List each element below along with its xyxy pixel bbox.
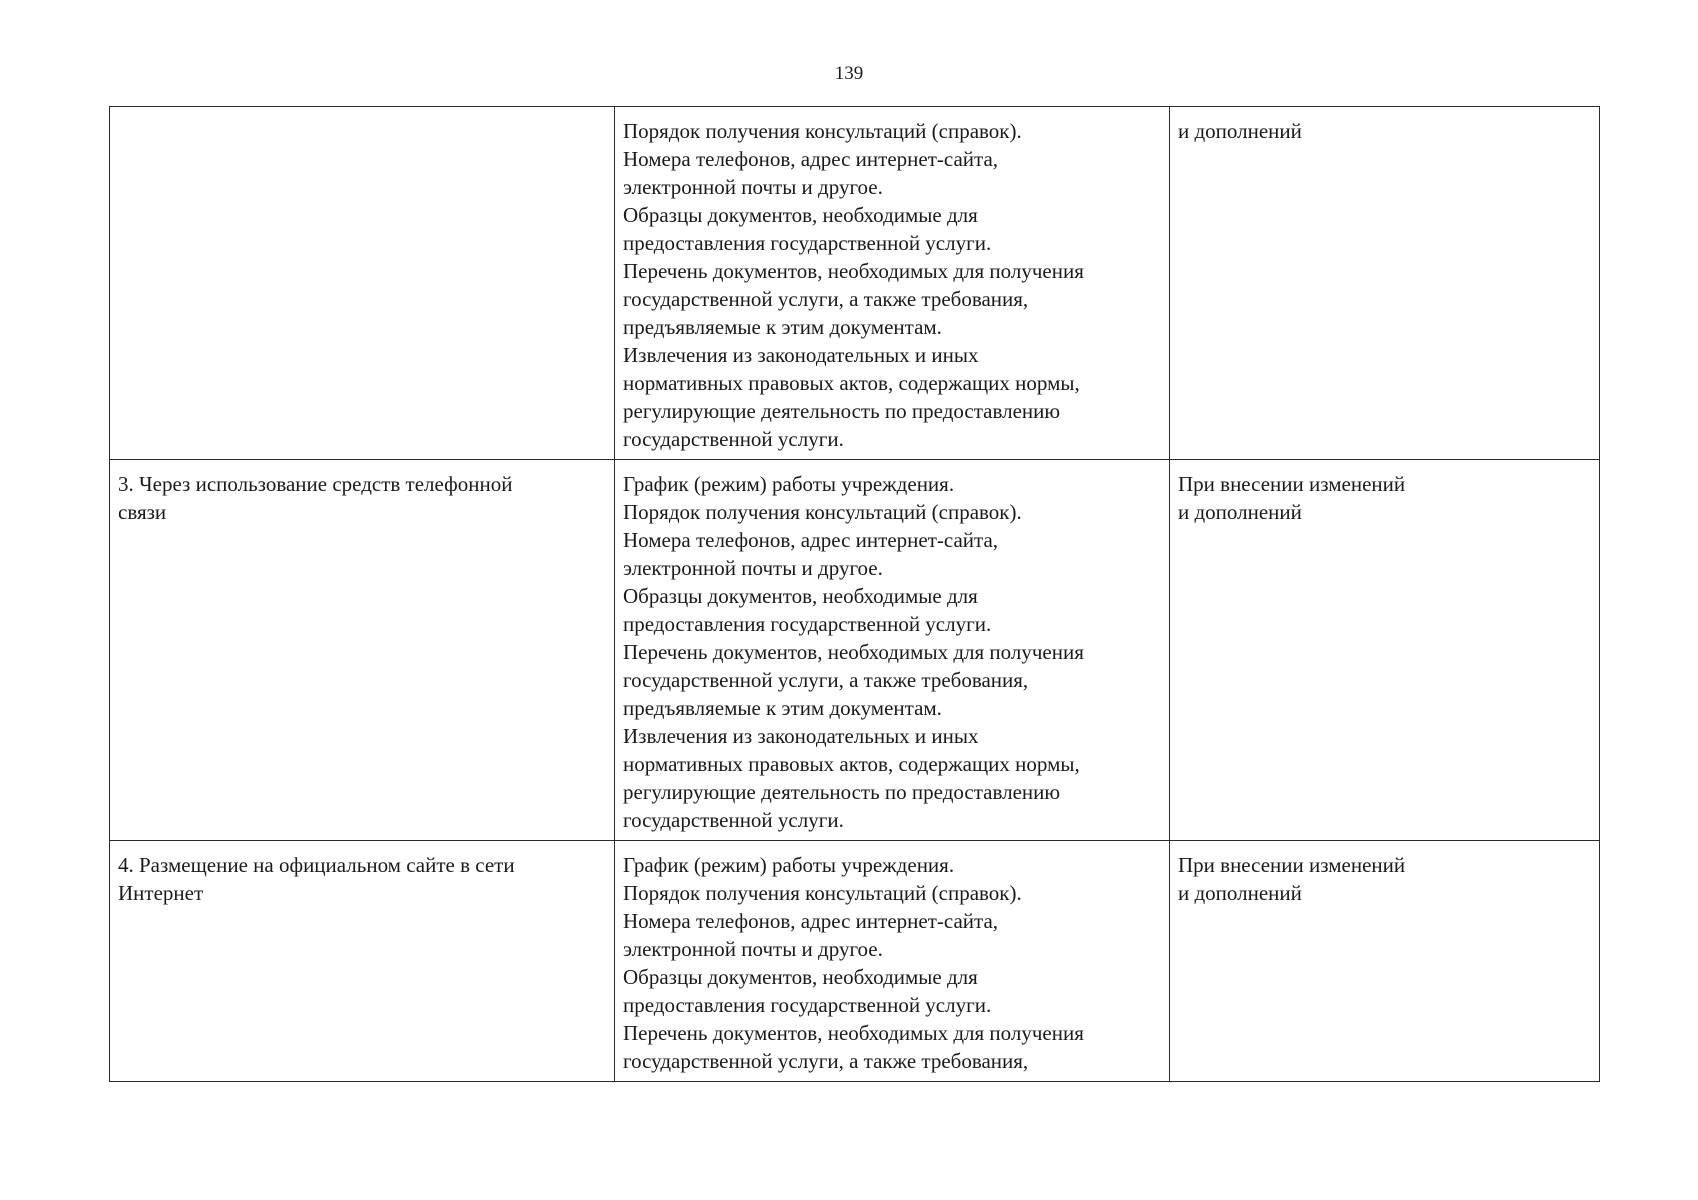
method-cell bbox=[110, 107, 615, 460]
table-row bbox=[110, 841, 1600, 1082]
info-table bbox=[109, 106, 1600, 1082]
frequency-cell: При внесении изменений и дополнений bbox=[1170, 841, 1600, 1082]
frequency-cell: При внесении изменений и дополнений bbox=[1170, 460, 1600, 841]
content-cell: График (режим) работы учреждения. Порядок получения консультаций (справок). Номера телефонов, адрес интернет-сайта, электронной почты и другое. Образцы документов, необходимые для предоставления государственной услуги. Перечень документов, необходимых для получения государственной услуги, а также требования, bbox=[615, 841, 1170, 1082]
content-cell: График (режим) работы учреждения. Порядок получения консультаций (справок). Номера телефонов, адрес интернет-сайта, электронной почты и другое. Образцы документов, необходимые для предоставления государственной услуги. Перечень документов, необходимых для получения государственной услуги, а также требования, предъявляемые к этим документам. Извлечения из законодательных и иных нормативных правовых актов, содержащих нормы, регулирующие деятельность по предоставлению государственной услуги. bbox=[615, 460, 1170, 841]
method-cell: 3. Через использование средств телефонной связи bbox=[110, 460, 615, 841]
method-cell: 4. Размещение на официальном сайте в сети Интернет bbox=[110, 841, 615, 1082]
page-number: 139 bbox=[834, 63, 864, 84]
table-row bbox=[110, 107, 1600, 460]
table-row bbox=[110, 460, 1600, 841]
frequency-cell: и дополнений bbox=[1170, 107, 1600, 460]
content-cell: Порядок получения консультаций (справок). Номера телефонов, адрес интернет-сайта, электронной почты и другое. Образцы документов, необходимые для предоставления государственной услуги. Перечень документов, необходимых для получения государственной услуги, а также требования, предъявляемые к этим документам. Извлечения из законодательных и иных нормативных правовых актов, содержащих нормы, регулирующие деятельность по предоставлению государственной услуги. bbox=[615, 107, 1170, 460]
